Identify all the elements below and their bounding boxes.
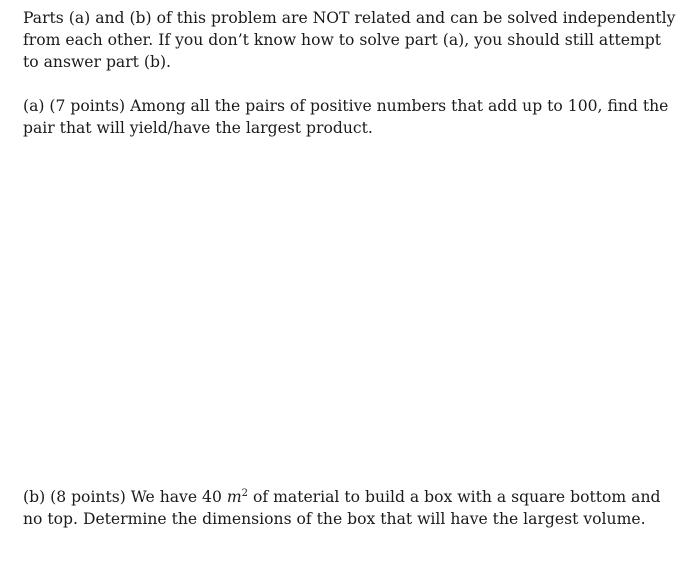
part-b-paragraph (23, 486, 673, 530)
intro-line-3: to answer part (b). (23, 53, 172, 71)
intro-paragraph (23, 7, 676, 73)
part-b-line-1-suffix: of material to build a box with a square bottom and (248, 488, 661, 506)
part-b-line-2: no top. Determine the dimensions of the box that will have the largest volume. (23, 510, 646, 528)
intro-line-2: from each other. If you don’t know how to solve part (a), you should still attempt (23, 31, 661, 49)
area-unit: m (226, 488, 242, 506)
part-a-paragraph (23, 95, 673, 139)
part-b-line-1-prefix: (b) (8 points) We have 40 (23, 488, 227, 506)
part-a-line-2: pair that will yield/have the largest product. (23, 119, 373, 137)
intro-line-1: Parts (a) and (b) of this problem are NOT related and can be solved independently (23, 9, 676, 27)
area-unit-exponent: 2 (241, 488, 249, 499)
part-a-line-1: (a) (7 points) Among all the pairs of positive numbers that add up to 100, find the (23, 97, 669, 115)
part-b-line-1 (23, 486, 673, 508)
